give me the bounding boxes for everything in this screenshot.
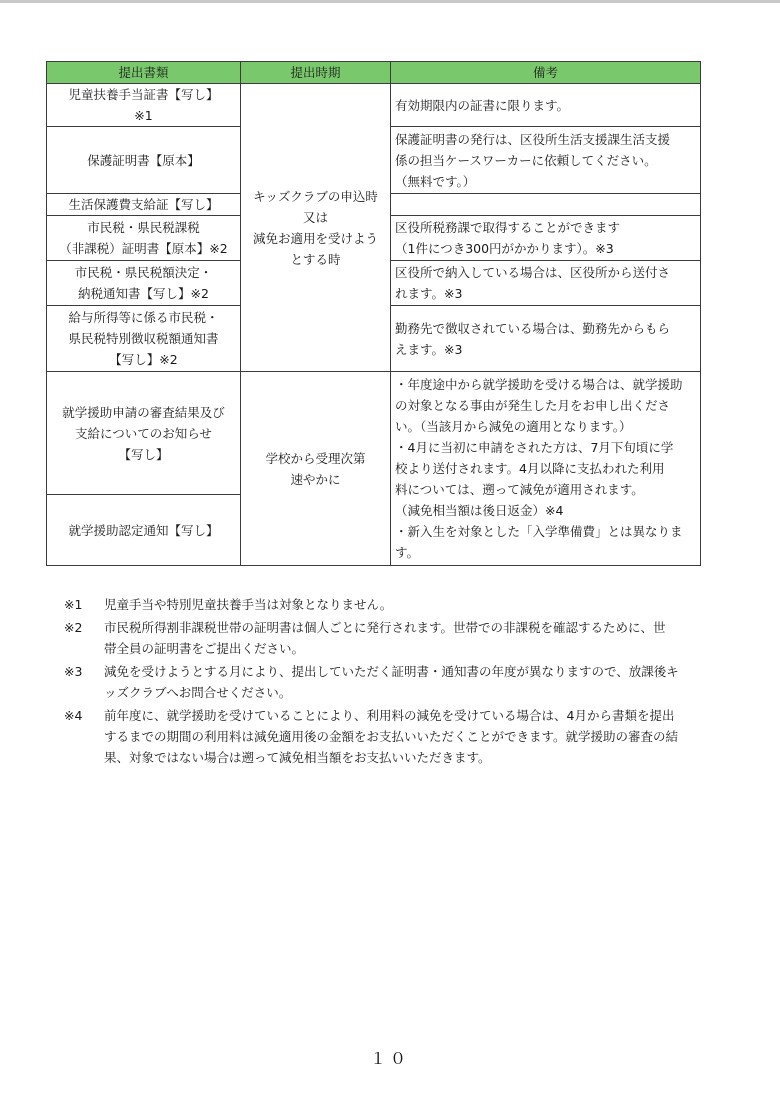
footnote-2 bbox=[64, 617, 714, 659]
note-cell bbox=[391, 261, 701, 306]
text-line: い。（当該月から減免の適用となります。） bbox=[395, 419, 632, 434]
text-line: ッズクラブへお問合せください。 bbox=[104, 685, 292, 700]
text-line: ・年度途中から就学援助を受ける場合は、就学援助 bbox=[395, 377, 683, 392]
header-documents: 提出書類 bbox=[47, 62, 241, 84]
text-line: 減免を受けようとする月により、提出していただく証明書・通知書の年度が異なりますので、放課後キ bbox=[104, 664, 679, 679]
text-line: 市民税所得割非課税世帯の証明書は個人ごとに発行されます。世帯での非課税を確認するために、世 bbox=[104, 620, 666, 635]
top-edge bbox=[0, 0, 780, 3]
text-line: 給与所得等に係る市民税・ bbox=[68, 310, 219, 325]
text-line: えます。※3 bbox=[395, 341, 463, 357]
table-row bbox=[47, 84, 701, 127]
footnote-text bbox=[104, 705, 714, 768]
footnote-4 bbox=[64, 705, 714, 768]
timing-cell-school bbox=[241, 372, 391, 566]
note-cell bbox=[391, 216, 701, 261]
footnote-mark: ※2 bbox=[64, 620, 83, 635]
footnote-text bbox=[104, 661, 714, 703]
text-line: （減免相当額は後日返金）※4 bbox=[395, 503, 564, 518]
doc-cell bbox=[47, 306, 241, 372]
text-line: （1件につき300円がかかります）。※3 bbox=[395, 241, 614, 256]
footnote-3 bbox=[64, 661, 714, 703]
doc-cell bbox=[47, 495, 241, 566]
doc-cell bbox=[47, 194, 241, 216]
doc-cell bbox=[47, 261, 241, 306]
text-line: 勤務先で徴収されている場合は、勤務先からもら bbox=[395, 320, 671, 336]
note-cell bbox=[391, 127, 701, 194]
page-number: １０ bbox=[369, 1049, 410, 1068]
text-line: 【写し】 bbox=[118, 446, 169, 462]
table-row bbox=[47, 372, 701, 495]
documents-table bbox=[46, 61, 701, 566]
note-cell bbox=[391, 306, 701, 372]
note-cell-school-aid bbox=[391, 372, 701, 566]
text-line: 帯全員の証明書をご提出ください。 bbox=[104, 641, 305, 656]
text-line: 減免お適用を受けよう bbox=[252, 230, 378, 246]
note-cell bbox=[391, 84, 701, 127]
doc-cell bbox=[47, 372, 241, 495]
text-line: 支給についてのお知らせ bbox=[75, 425, 212, 441]
timing-cell-application bbox=[241, 84, 391, 372]
footnote-mark: ※3 bbox=[64, 664, 83, 679]
text-line: 就学援助申請の審査結果及び bbox=[62, 404, 225, 420]
footnote-mark: ※4 bbox=[64, 708, 83, 723]
text-line: 市民税・県民税課税 bbox=[87, 220, 200, 235]
text-line: 速やかに bbox=[290, 471, 341, 487]
text-line: とする時 bbox=[290, 251, 341, 267]
doc-cell bbox=[47, 127, 241, 194]
text-line: 納税通知書【写し】※2 bbox=[78, 286, 209, 301]
header-timing: 提出時期 bbox=[241, 62, 391, 84]
text-line: 区役所税務課で取得することができます bbox=[395, 220, 621, 235]
text-line: 果、対象ではない場合は遡って減免相当額をお支払いいただきます。 bbox=[104, 750, 491, 765]
text-line: 保護証明書の発行は、区役所生活支援課生活支援 bbox=[395, 131, 671, 147]
footnote-1 bbox=[64, 594, 714, 615]
text-line: 生活保護費支給証【写し】 bbox=[68, 197, 219, 212]
text-line: キッズクラブの申込時 bbox=[253, 188, 378, 204]
header-notes: 備考 bbox=[391, 62, 701, 84]
text-line: するまでの期間の利用料は減免適用後の金額をお支払いいただくことができます。就学援助の審査の結 bbox=[104, 729, 679, 744]
text-line: 保護証明書【原本】 bbox=[87, 152, 200, 168]
text-line: 校より送付されます。4月以降に支払われた利用 bbox=[395, 461, 665, 476]
footnote-mark: ※1 bbox=[64, 597, 83, 612]
doc-cell bbox=[47, 84, 241, 127]
table-header-row bbox=[47, 62, 701, 84]
text-line: 市民税・県民税額決定・ bbox=[74, 265, 213, 280]
text-line: の対象となる事由が発生した月をお申し出くださ bbox=[395, 398, 671, 413]
text-line: ※1 bbox=[134, 108, 153, 123]
text-line: 前年度に、就学援助を受けていることにより、利用料の減免を受けている場合は、4月から書類を提出 bbox=[104, 708, 675, 723]
text-line: 料については、遡って減免が適用されます。 bbox=[395, 482, 644, 497]
text-line: （非課税）証明書【原本】※2 bbox=[59, 241, 228, 256]
footnote-text bbox=[104, 617, 714, 659]
text-line: 就学援助認定通知【写し】 bbox=[68, 522, 219, 538]
note-cell bbox=[391, 194, 701, 216]
text-line: ・新入生を対象とした「入学準備費」とは異なりま bbox=[395, 524, 683, 539]
text-line: 区役所で納入している場合は、区役所から送付さ bbox=[395, 265, 671, 280]
text-line: 又は bbox=[302, 209, 328, 225]
text-line: 県民税特別徴収税額通知書 bbox=[68, 331, 219, 346]
footnotes bbox=[64, 594, 714, 770]
text-line: す。 bbox=[395, 545, 420, 560]
text-line: 【写し】※2 bbox=[109, 352, 178, 367]
text-line: 有効期限内の証書に限ります。 bbox=[395, 97, 570, 113]
text-line: （無料です。） bbox=[395, 173, 476, 189]
footnote-text bbox=[104, 594, 714, 615]
text-line: 児童手当や特別児童扶養手当は対象となりません。 bbox=[104, 597, 393, 612]
text-line: れます。※3 bbox=[395, 286, 463, 301]
text-line: 係の担当ケースワーカーに依頼してください。 bbox=[395, 152, 657, 168]
doc-cell bbox=[47, 216, 241, 261]
text-line: 児童扶養手当証書【写し】 bbox=[68, 87, 219, 102]
text-line: 学校から受理次第 bbox=[265, 450, 366, 466]
text-line: ・4月に当初に申請をされた方は、7月下旬頃に学 bbox=[395, 440, 674, 455]
